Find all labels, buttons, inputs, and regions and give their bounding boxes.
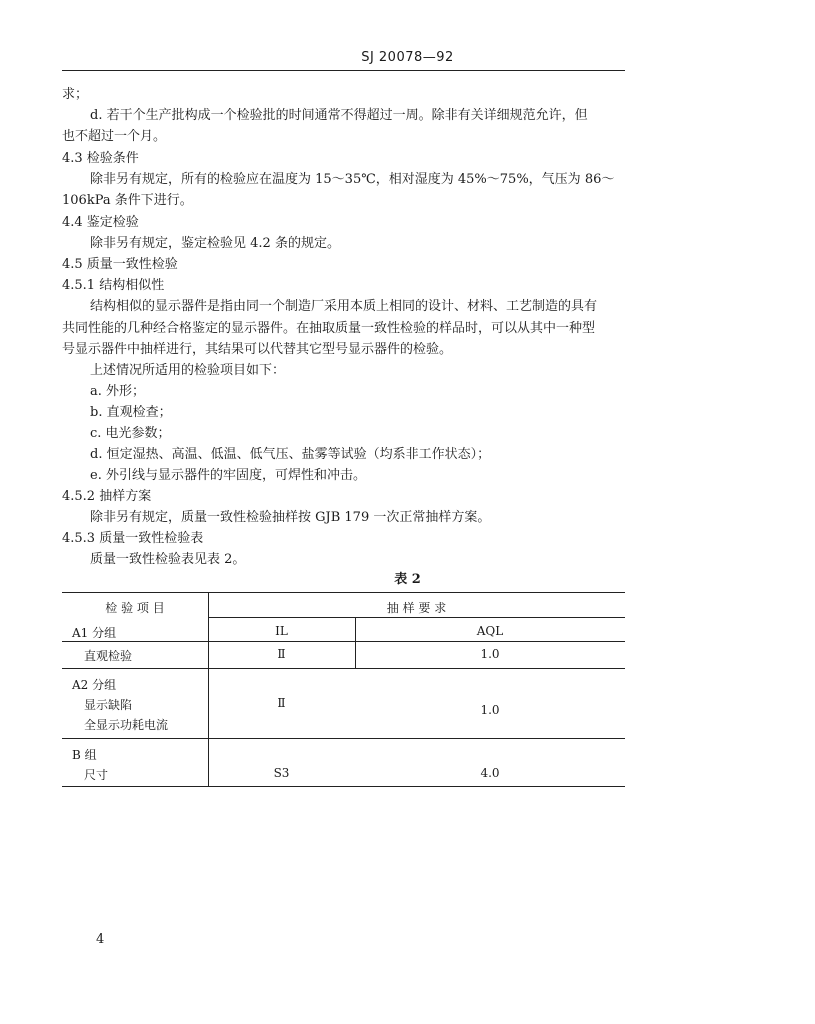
- table-rule: [62, 641, 625, 642]
- header-aql: AQL: [476, 624, 504, 638]
- standard-code: SJ 20078—92: [361, 50, 454, 65]
- header-rule: [62, 70, 625, 71]
- list-item: a. 外形；: [90, 384, 146, 399]
- group-label: A1 分组: [72, 626, 117, 640]
- list-item: b. 直观检查；: [90, 405, 172, 420]
- table-rule: [62, 668, 625, 669]
- list-item: c. 电光参数；: [90, 426, 171, 441]
- page-number: 4: [96, 932, 105, 947]
- table-rule: [62, 738, 625, 739]
- section-heading: 4.4 鉴定检验: [62, 215, 139, 230]
- table-cell: S3: [273, 766, 290, 780]
- text-line: 共同性能的几种经合格鉴定的显示器件。在抽取质量一致性检验的样品时，可以从其中一种型: [62, 321, 596, 336]
- header-il: IL: [275, 624, 288, 638]
- text-line: 除非另有规定，质量一致性检验抽样按 GJB 179 一次正常抽样方案。: [90, 510, 491, 525]
- table-top-rule: [62, 592, 625, 593]
- group-label: B 组: [72, 748, 97, 762]
- table-cell: 显示缺陷: [84, 698, 133, 712]
- text-line: 除非另有规定，鉴定检验见 4.2 条的规定。: [90, 236, 340, 251]
- header-item: 检 验 项 目: [105, 601, 165, 615]
- table-cell: Ⅱ: [277, 696, 286, 710]
- text-line: 结构相似的显示器件是指由同一个制造厂采用本质上相同的设计、材料、工艺制造的具有: [90, 299, 598, 314]
- text-line: 上述情况所适用的检验项目如下：: [90, 363, 286, 378]
- text-line: 号显示器件中抽样进行，其结果可以代替其它型号显示器件的检验。: [62, 342, 453, 357]
- section-heading: 4.5.2 抽样方案: [62, 489, 152, 504]
- text-line: 质量一致性检验表见表 2。: [90, 552, 246, 567]
- header-sampling: 抽 样 要 求: [386, 601, 447, 615]
- table-cell: Ⅱ: [277, 647, 286, 661]
- text-line: d. 若干个生产批构成一个检验批的时间通常不得超过一周。除非有关详细规范允许，但: [90, 108, 588, 123]
- table-cell: 4.0: [480, 766, 500, 780]
- table-bottom-rule: [62, 786, 625, 787]
- text-line: 除非另有规定，所有的检验应在温度为 15～35℃，相对湿度为 45%～75%，气压为 86～: [90, 172, 615, 187]
- table-cell: 直观检验: [84, 649, 133, 663]
- text-line: 也不超过一个月。: [62, 129, 167, 144]
- section-heading: 4.3 检验条件: [62, 151, 139, 166]
- table-cell: 1.0: [480, 703, 500, 717]
- list-item: e. 外引线与显示器件的牢固度，可焊性和冲击。: [90, 468, 366, 483]
- table-rule: [208, 617, 625, 618]
- section-heading: 4.5.3 质量一致性检验表: [62, 531, 204, 546]
- section-heading: 4.5.1 结构相似性: [62, 278, 165, 293]
- text-line: 106kPa 条件下进行。: [62, 193, 193, 208]
- group-label: A2 分组: [72, 678, 117, 692]
- table-cell: 尺寸: [84, 768, 109, 782]
- section-heading: 4.5 质量一致性检验: [62, 257, 178, 272]
- table-cell: 1.0: [480, 647, 500, 661]
- table-column-rule: [208, 592, 209, 786]
- table-cell: 全显示功耗电流: [84, 718, 169, 732]
- list-item: d. 恒定湿热、高温、低温、低气压、盐雾等试验（均系非工作状态）；: [90, 447, 491, 462]
- table-title: 表 2: [394, 572, 421, 587]
- text-line: 求；: [62, 87, 89, 102]
